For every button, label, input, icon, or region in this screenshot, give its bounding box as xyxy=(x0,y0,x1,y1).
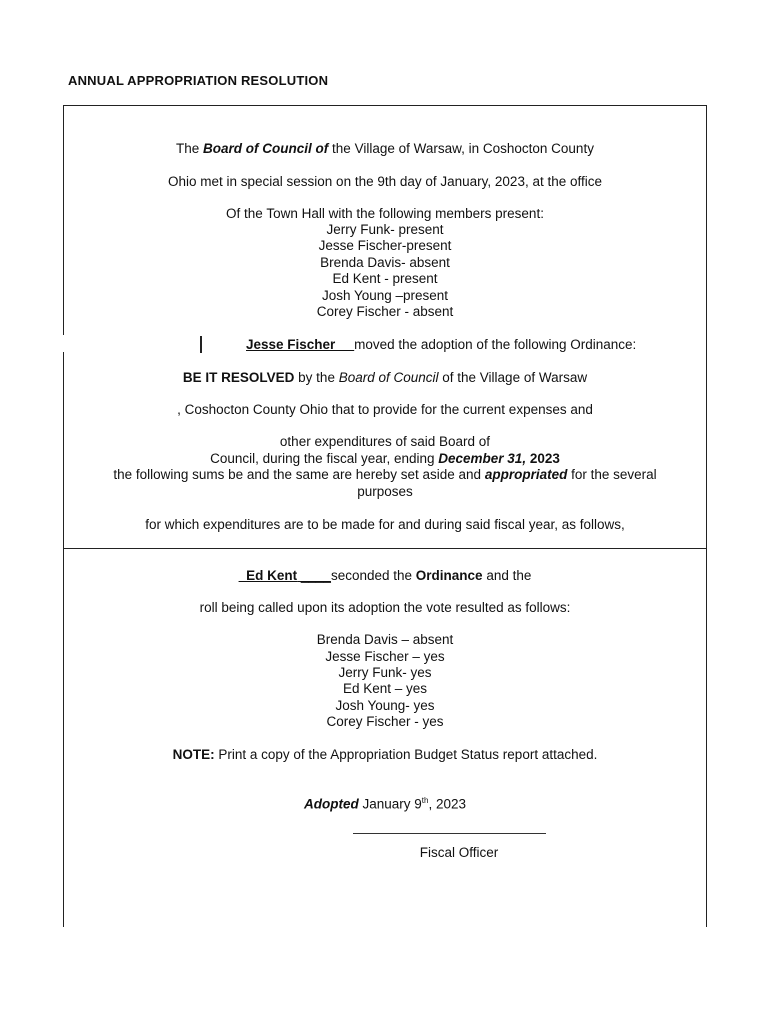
mover-name: Jesse Fischer __ xyxy=(246,337,355,352)
signature-title: Fiscal Officer xyxy=(419,845,499,860)
member-present-item: Ed Kent - present xyxy=(332,271,438,286)
signature-line xyxy=(353,833,546,834)
resolved-line-6: purposes xyxy=(357,484,413,499)
intro-line-1: The Board of Council of the Village of Warsaw, in Coshocton County xyxy=(176,141,594,156)
resolved-line-5: the following sums be and the same are hereby set aside and appropriated for the several xyxy=(113,467,657,482)
member-present-item: Jerry Funk- present xyxy=(326,222,444,237)
member-present-item: Josh Young –present xyxy=(321,288,449,303)
text-cursor-mark xyxy=(200,336,202,353)
resolved-line-1: BE IT RESOLVED by the Board of Council of the Village of Warsaw xyxy=(182,370,588,385)
vote-item: Jerry Funk- yes xyxy=(338,665,432,680)
resolved-line-4: Council, during the fiscal year, ending December 31, 2023 xyxy=(210,451,560,466)
member-present-item: Brenda Davis- absent xyxy=(320,255,450,270)
vote-item: Jesse Fischer – yes xyxy=(325,649,445,664)
vote-item: Brenda Davis – absent xyxy=(316,632,454,647)
roll-call-line: roll being called upon its adoption the vote resulted as follows: xyxy=(199,600,571,615)
vote-item: Ed Kent – yes xyxy=(342,681,428,696)
document-title: ANNUAL APPROPRIATION RESOLUTION xyxy=(68,73,329,88)
resolved-line-3: other expenditures of said Board of xyxy=(279,434,491,449)
resolved-line-7: for which expenditures are to be made for and during said fiscal year, as follows, xyxy=(145,517,625,532)
vote-item: Josh Young- yes xyxy=(335,698,435,713)
member-present-item: Corey Fischer - absent xyxy=(316,304,454,319)
intro-line-2: Ohio met in special session on the 9th day of January, 2023, at the office xyxy=(167,174,603,189)
intro-line-3: Of the Town Hall with the following members present: xyxy=(226,206,544,221)
note-line: NOTE: Print a copy of the Appropriation Budget Status report attached. xyxy=(172,747,598,762)
vote-item: Corey Fischer - yes xyxy=(326,714,444,729)
motion-line: Jesse Fischer __moved the adoption of the following Ordinance: xyxy=(246,337,637,352)
resolved-line-2: , Coshocton County Ohio that to provide for the current expenses and xyxy=(177,402,593,417)
box-middle-rule xyxy=(63,548,707,549)
second-line: _Ed Kent ____seconded the Ordinance and the xyxy=(238,568,532,583)
seconder-name: _Ed Kent xyxy=(238,568,298,583)
adopted-line: Adopted January 9th, 2023 xyxy=(303,796,466,812)
box-right-border xyxy=(706,105,707,927)
member-present-item: Jesse Fischer-present xyxy=(318,238,452,253)
box-top-rule xyxy=(63,105,707,106)
